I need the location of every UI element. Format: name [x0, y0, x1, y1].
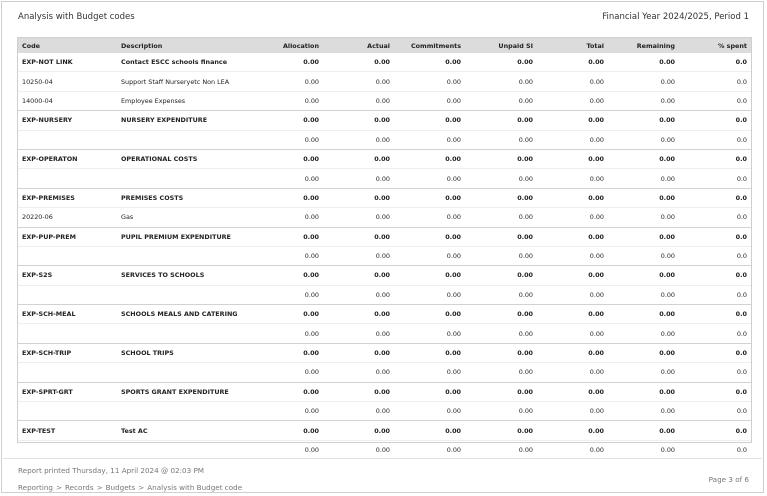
budget-group-row	[18, 382, 751, 401]
budget-group-row	[18, 111, 751, 130]
table-cell: 0.00	[465, 246, 537, 265]
table-body	[18, 53, 751, 459]
table-cell: 0.00	[249, 188, 323, 207]
table-cell: PUPIL PREMIUM EXPENDITURE	[117, 227, 249, 246]
table-cell: 0.00	[249, 343, 323, 362]
table-cell: 0.00	[394, 149, 465, 168]
table-cell: 20220-06	[18, 208, 117, 227]
budget-group-row	[18, 227, 751, 246]
table-cell: 0.00	[323, 363, 394, 382]
table-cell: 0.00	[394, 111, 465, 130]
table-cell: 0.00	[394, 91, 465, 110]
table-cell	[117, 285, 249, 304]
table-cell: 0.00	[323, 343, 394, 362]
table-cell: 0.00	[249, 149, 323, 168]
budget-code-row	[18, 324, 751, 343]
report-title: Analysis with Budget codes	[18, 12, 135, 22]
table-cell: 0.00	[537, 440, 608, 459]
report-page	[1, 1, 764, 493]
column-header: Description	[117, 38, 249, 53]
table-cell: 0.0	[679, 440, 751, 459]
table-cell: 0.00	[394, 305, 465, 324]
table-cell: 0.00	[608, 246, 679, 265]
table-cell: 0.00	[249, 363, 323, 382]
table-cell: 0.00	[465, 111, 537, 130]
table-cell: EXP-PREMISES	[18, 188, 117, 207]
budget-code-row	[18, 169, 751, 188]
table-cell: 0.00	[537, 72, 608, 91]
table-cell: 0.0	[679, 382, 751, 401]
table-cell: 0.00	[465, 149, 537, 168]
column-header: Allocation	[249, 38, 323, 53]
budget-group-row	[18, 53, 751, 72]
table-cell: EXP-SCH-TRIP	[18, 343, 117, 362]
table-cell: 0.00	[465, 382, 537, 401]
breadcrumb-item[interactable]: Budgets	[105, 483, 136, 492]
table-cell: 0.00	[608, 421, 679, 440]
table-cell: Support Staff Nurseryetc Non LEA	[117, 72, 249, 91]
table-cell: 0.00	[537, 305, 608, 324]
table-cell	[18, 440, 117, 459]
column-header: Code	[18, 38, 117, 53]
table-cell	[117, 402, 249, 421]
table-cell: 0.00	[465, 91, 537, 110]
table-cell: 0.00	[323, 130, 394, 149]
table-cell: 0.00	[537, 402, 608, 421]
table-cell: 0.00	[249, 266, 323, 285]
table-cell: 0.00	[249, 246, 323, 265]
footer-divider	[3, 458, 762, 459]
table-cell: 0.00	[394, 363, 465, 382]
column-header: % spent	[679, 38, 751, 53]
table-cell: 10250-04	[18, 72, 117, 91]
table-cell: NURSERY EXPENDITURE	[117, 111, 249, 130]
table-cell: 0.00	[537, 363, 608, 382]
table-cell: 0.00	[323, 208, 394, 227]
budget-code-row	[18, 402, 751, 421]
table-cell: 0.00	[323, 72, 394, 91]
budget-group-row	[18, 343, 751, 362]
table-cell: 0.00	[608, 188, 679, 207]
table-cell: 0.00	[249, 169, 323, 188]
table-cell: 0.00	[537, 208, 608, 227]
budget-code-row	[18, 246, 751, 265]
table-cell: 0.00	[249, 324, 323, 343]
breadcrumb	[18, 483, 242, 492]
table-cell: 0.00	[465, 363, 537, 382]
table-cell: 0.00	[517, 58, 533, 67]
table-cell: 0.00	[465, 343, 537, 362]
table-cell: 0.00	[394, 324, 465, 343]
table-cell: 0.00	[323, 382, 394, 401]
table-cell: 0.0	[679, 130, 751, 149]
table-cell: 0.00	[608, 111, 679, 130]
table-cell: 0.00	[323, 440, 394, 459]
table-cell	[117, 363, 249, 382]
table-cell: 0.00	[394, 72, 465, 91]
column-header: Total	[537, 38, 608, 53]
table-cell: 0.00	[465, 227, 537, 246]
table-cell: 0.00	[537, 246, 608, 265]
table-cell: 0.0	[679, 421, 751, 440]
table-cell: 0.00	[249, 440, 323, 459]
table-cell: 0.00	[608, 285, 679, 304]
table-cell: 0.00	[323, 149, 394, 168]
table-cell: 0.00	[537, 266, 608, 285]
table-cell: 0.0	[679, 149, 751, 168]
table-cell: 0.00	[394, 188, 465, 207]
budget-group-row	[18, 305, 751, 324]
table-cell: 0.00	[537, 188, 608, 207]
budget-code-row	[18, 440, 751, 459]
table-cell	[18, 285, 117, 304]
table-cell: 0.00	[394, 440, 465, 459]
table-cell: SERVICES TO SCHOOLS	[117, 266, 249, 285]
table-cell: 0.00	[537, 227, 608, 246]
table-cell: 0.00	[465, 421, 537, 440]
table-cell	[18, 246, 117, 265]
table-cell	[18, 402, 117, 421]
column-header: Unpaid SI	[465, 38, 537, 53]
table-cell: 0.00	[323, 91, 394, 110]
budget-code-row	[18, 363, 751, 382]
breadcrumb-item: Analysis with Budget code	[147, 483, 243, 492]
table-cell: 0.00	[608, 382, 679, 401]
table-cell: 0.00	[537, 149, 608, 168]
table-cell: 0.00	[608, 266, 679, 285]
table-cell: EXP-NURSERY	[18, 111, 117, 130]
table-cell: 0.00	[323, 285, 394, 304]
budget-analysis-table	[18, 38, 751, 459]
table-cell: 0.00	[394, 421, 465, 440]
table-cell: 0.00	[608, 72, 679, 91]
table-cell: 0.00	[303, 58, 319, 67]
table-cell: 0.00	[249, 421, 323, 440]
table-cell: 0.00	[323, 169, 394, 188]
table-cell: 0.0	[679, 111, 751, 130]
table-cell	[117, 324, 249, 343]
table-cell: 0.00	[465, 266, 537, 285]
table-cell: 0.00	[394, 402, 465, 421]
financial-period: Financial Year 2024/2025, Period 1	[602, 12, 749, 22]
table-cell: 0.00	[323, 227, 394, 246]
table-cell	[18, 324, 117, 343]
table-cell: 0.00	[394, 208, 465, 227]
table-cell: 0.00	[608, 402, 679, 421]
table-cell: 0.00	[537, 169, 608, 188]
table-cell: 0.0	[679, 169, 751, 188]
budget-group-row	[18, 421, 751, 440]
table-cell: OPERATIONAL COSTS	[117, 149, 249, 168]
table-cell: 0.00	[323, 421, 394, 440]
table-cell: EXP-SCH-MEAL	[18, 305, 117, 324]
table-cell	[117, 440, 249, 459]
budget-code-row	[18, 72, 751, 91]
table-cell: 0.00	[394, 130, 465, 149]
table-cell: 0.0	[735, 58, 747, 67]
table-cell: EXP-PUP-PREM	[18, 227, 117, 246]
table-cell: 0.0	[679, 305, 751, 324]
table-cell: 0.00	[465, 208, 537, 227]
table-cell: 0.00	[608, 363, 679, 382]
table-cell: 0.00	[394, 169, 465, 188]
table-cell: 0.00	[394, 343, 465, 362]
table-cell: 0.00	[465, 324, 537, 343]
table-cell: 0.00	[249, 402, 323, 421]
table-cell: 0.0	[679, 208, 751, 227]
table-cell: 0.0	[679, 227, 751, 246]
table-cell: 0.0	[679, 188, 751, 207]
table-cell: 0.00	[537, 285, 608, 304]
table-cell: 0.00	[249, 305, 323, 324]
table-cell: 0.00	[608, 227, 679, 246]
table-cell: 0.00	[445, 58, 461, 67]
table-cell: 0.00	[537, 111, 608, 130]
table-cell: 0.00	[249, 130, 323, 149]
table-cell: 0.00	[323, 305, 394, 324]
table-cell: 0.0	[679, 285, 751, 304]
table-cell: 0.00	[537, 421, 608, 440]
breadcrumb-separator: >	[55, 483, 62, 492]
budget-group-row	[18, 266, 751, 285]
table-cell: Employee Expenses	[117, 91, 249, 110]
table-cell: 0.00	[465, 72, 537, 91]
table-cell: 0.00	[537, 324, 608, 343]
table-cell: 0.00	[249, 285, 323, 304]
table-cell: 0.0	[679, 91, 751, 110]
table-cell: 0.0	[679, 246, 751, 265]
budget-group-row	[18, 149, 751, 168]
table-cell: EXP-NOT LINK	[22, 58, 73, 67]
budget-code-row	[18, 208, 751, 227]
budget-code-row	[18, 285, 751, 304]
page-number: Page 3 of 6	[708, 475, 749, 484]
table-cell: Gas	[117, 208, 249, 227]
table-cell: 0.00	[323, 246, 394, 265]
column-header: Commitments	[394, 38, 465, 53]
table-cell	[18, 363, 117, 382]
table-cell: 0.00	[608, 169, 679, 188]
table-cell: 0.00	[608, 130, 679, 149]
budget-group-row	[18, 188, 751, 207]
table-cell: 0.0	[679, 402, 751, 421]
table-cell: 0.00	[537, 91, 608, 110]
table-cell: 0.00	[465, 130, 537, 149]
table-cell: 0.00	[608, 305, 679, 324]
table-cell: SPORTS GRANT EXPENDITURE	[117, 382, 249, 401]
table-cell: 0.00	[465, 440, 537, 459]
table-cell: 0.00	[374, 58, 390, 67]
table-cell	[117, 169, 249, 188]
table-cell: 0.00	[608, 440, 679, 459]
table-cell: 0.00	[588, 58, 604, 67]
table-cell: 0.00	[323, 111, 394, 130]
table-cell: 0.0	[679, 343, 751, 362]
table-cell: SCHOOLS MEALS AND CATERING	[117, 305, 249, 324]
table-cell: Test AC	[117, 421, 249, 440]
table-cell: 0.00	[323, 188, 394, 207]
table-cell: 0.00	[537, 130, 608, 149]
table-cell	[117, 246, 249, 265]
table-cell: 0.00	[659, 58, 675, 67]
table-cell: 0.0	[679, 72, 751, 91]
table-cell	[117, 130, 249, 149]
table-cell: 0.00	[394, 266, 465, 285]
table-cell: 0.00	[249, 72, 323, 91]
table-cell	[18, 169, 117, 188]
table-cell: 0.0	[679, 324, 751, 343]
table-cell: 0.00	[249, 208, 323, 227]
table-cell: 0.00	[323, 402, 394, 421]
table-cell: SCHOOL TRIPS	[117, 343, 249, 362]
table-cell: 0.00	[608, 91, 679, 110]
budget-code-row	[18, 130, 751, 149]
table-cell: 0.00	[394, 382, 465, 401]
table-cell: 0.00	[465, 402, 537, 421]
breadcrumb-separator: >	[96, 483, 103, 492]
table-cell: EXP-OPERATON	[18, 149, 117, 168]
table-cell: 0.00	[249, 227, 323, 246]
table-cell: PREMISES COSTS	[117, 188, 249, 207]
column-header: Remaining	[608, 38, 679, 53]
breadcrumb-separator: >	[138, 483, 145, 492]
table-cell: EXP-S2S	[18, 266, 117, 285]
table-cell: 0.00	[323, 324, 394, 343]
table-cell: 0.00	[465, 305, 537, 324]
table-cell: 0.0	[679, 266, 751, 285]
breadcrumb-item[interactable]: Records	[64, 483, 94, 492]
table-cell: 0.00	[249, 382, 323, 401]
table-cell: 0.00	[537, 382, 608, 401]
budget-code-row	[18, 91, 751, 110]
table-cell: 0.00	[465, 188, 537, 207]
table-cell: 0.00	[465, 169, 537, 188]
table-cell: 14000-04	[18, 91, 117, 110]
table-cell: 0.00	[537, 343, 608, 362]
table-cell: 0.0	[679, 363, 751, 382]
breadcrumb-item[interactable]: Reporting	[18, 483, 53, 492]
column-header: Actual	[323, 38, 394, 53]
table-cell: Contact ESCC schools finance	[121, 58, 228, 67]
table-cell: EXP-SPRT-GRT	[18, 382, 117, 401]
table-cell: EXP-TEST	[18, 421, 117, 440]
report-table-container	[17, 37, 752, 454]
table-cell: 0.00	[608, 208, 679, 227]
table-cell: 0.00	[323, 266, 394, 285]
table-cell: 0.00	[249, 91, 323, 110]
table-cell: 0.00	[394, 246, 465, 265]
table-cell: 0.00	[608, 149, 679, 168]
table-header-row	[18, 38, 751, 53]
table-cell: 0.00	[394, 285, 465, 304]
table-cell	[18, 130, 117, 149]
table-cell: 0.00	[249, 111, 323, 130]
table-cell: 0.00	[608, 324, 679, 343]
table-cell: 0.00	[465, 285, 537, 304]
table-cell: 0.00	[394, 227, 465, 246]
table-cell: 0.00	[608, 343, 679, 362]
printed-timestamp: Report printed Thursday, 11 April 2024 @ 02:03 PM	[18, 466, 204, 475]
